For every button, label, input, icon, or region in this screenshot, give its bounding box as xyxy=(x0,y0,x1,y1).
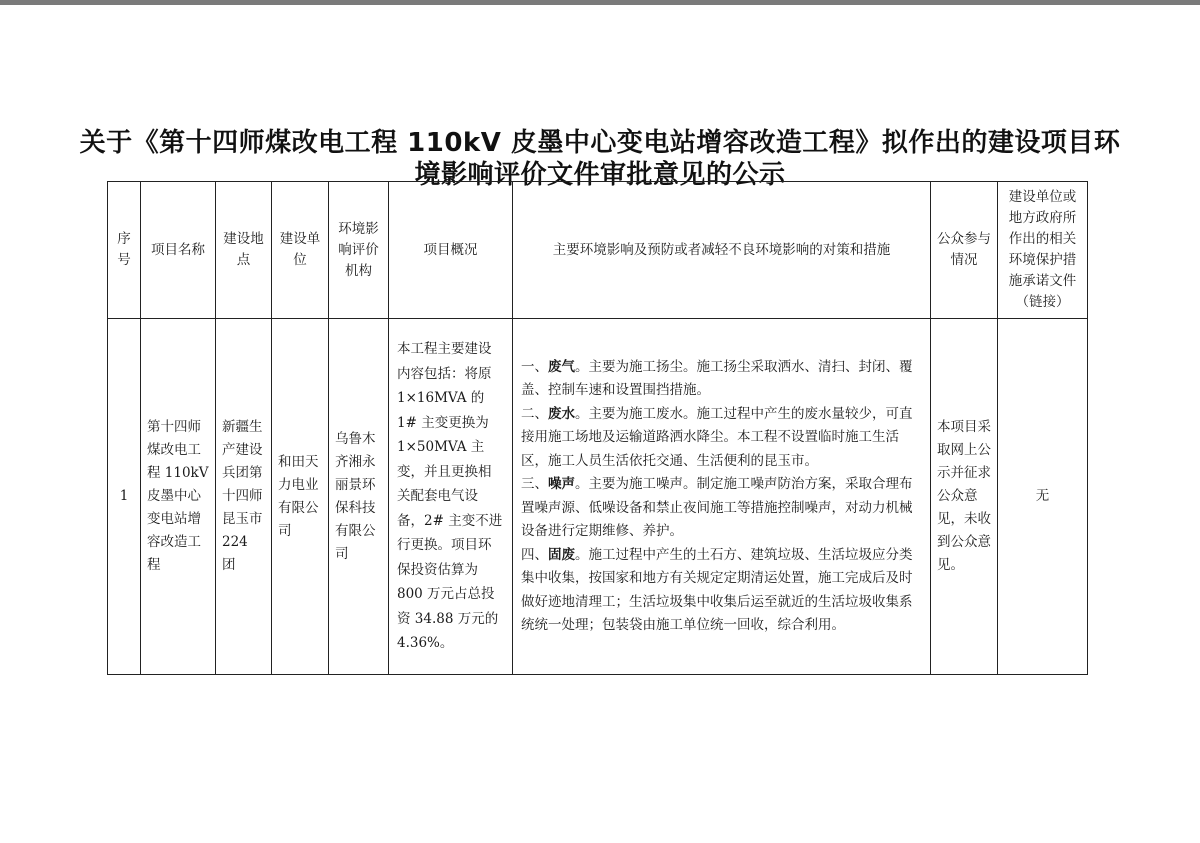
approval-table xyxy=(107,181,1088,675)
measure-item: 四、固废。施工过程中产生的土石方、建筑垃圾、生活垃圾应分类集中收集，按国家和地方有关规定定期清运处置，施工完成后及时做好迹地清理工；生活垃圾集中收集后运至就近的生活垃圾收集系统统一处理；包装袋由施工单位统一回收，综合利用。 xyxy=(521,546,913,633)
cell-overview: 本工程主要建设内容包括：将原 1×16MVA 的 1# 主变更换为 1×50MVA 主变，并且更换相关配套电气设备，2# 主变不进行更换。项目环保投资估算为 800 万元占总投资 34.88 万元的 4.36%。 xyxy=(389,319,513,675)
header-measures: 主要环境影响及预防或者减轻不良环境影响的对策和措施 xyxy=(513,182,931,319)
header-public-participation: 公众参与情况 xyxy=(931,182,998,319)
scan-top-edge xyxy=(0,0,1200,5)
table-row xyxy=(108,319,1088,675)
cell-project-name: 第十四师煤改电工程 110kV 皮墨中心变电站增容改造工程 xyxy=(141,319,216,675)
measure-item: 三、噪声。主要为施工噪声。制定施工噪声防治方案，采取合理布置噪声源、低噪设备和禁止夜间施工等措施控制噪声，对动力机械设备进行定期维修、养护。 xyxy=(521,476,913,539)
measure-label: 固废 xyxy=(548,546,575,563)
header-project-name: 项目名称 xyxy=(141,182,216,319)
measure-item: 一、废气。主要为施工扬尘。施工扬尘采取洒水、清扫、封闭、覆盖、控制车速和设置围挡措施。 xyxy=(521,358,913,398)
cell-eia-org: 乌鲁木齐湘永丽景环保科技有限公司 xyxy=(329,319,389,675)
measure-label: 废气 xyxy=(548,358,575,375)
measure-label: 噪声 xyxy=(548,476,575,492)
cell-seq: 1 xyxy=(108,319,141,675)
header-eia-org: 环境影响评价机构 xyxy=(329,182,389,319)
measure-label: 废水 xyxy=(548,405,575,422)
page-title-line-1: 关于《第十四师煤改电工程 110kV 皮墨中心变电站增容改造工程》拟作出的建设项目环 xyxy=(79,128,1121,158)
header-commitment: 建设单位或地方政府所作出的相关环境保护措施承诺文件（链接） xyxy=(998,182,1088,319)
cell-commitment: 无 xyxy=(998,319,1088,675)
cell-measures xyxy=(513,319,931,675)
header-construction-unit: 建设单位 xyxy=(272,182,329,319)
table-header-row xyxy=(108,182,1088,319)
cell-location: 新疆生产建设兵团第十四师昆玉市 224 团 xyxy=(216,319,272,675)
header-seq: 序号 xyxy=(108,182,141,319)
header-location: 建设地点 xyxy=(216,182,272,319)
page-title-line-2: 境影响评价文件审批意见的公示 xyxy=(414,160,786,190)
header-overview: 项目概况 xyxy=(389,182,513,319)
cell-public-participation: 本项目采取网上公示并征求公众意见，未收到公众意见。 xyxy=(931,319,998,675)
measure-item: 二、废水。主要为施工废水。施工过程中产生的废水量较少，可直接用施工场地及运输道路洒水降尘。本工程不设置临时施工生活区，施工人员生活依托交通、生活便利的昆玉市。 xyxy=(521,405,913,469)
cell-construction-unit: 和田天力电业有限公司 xyxy=(272,319,329,675)
